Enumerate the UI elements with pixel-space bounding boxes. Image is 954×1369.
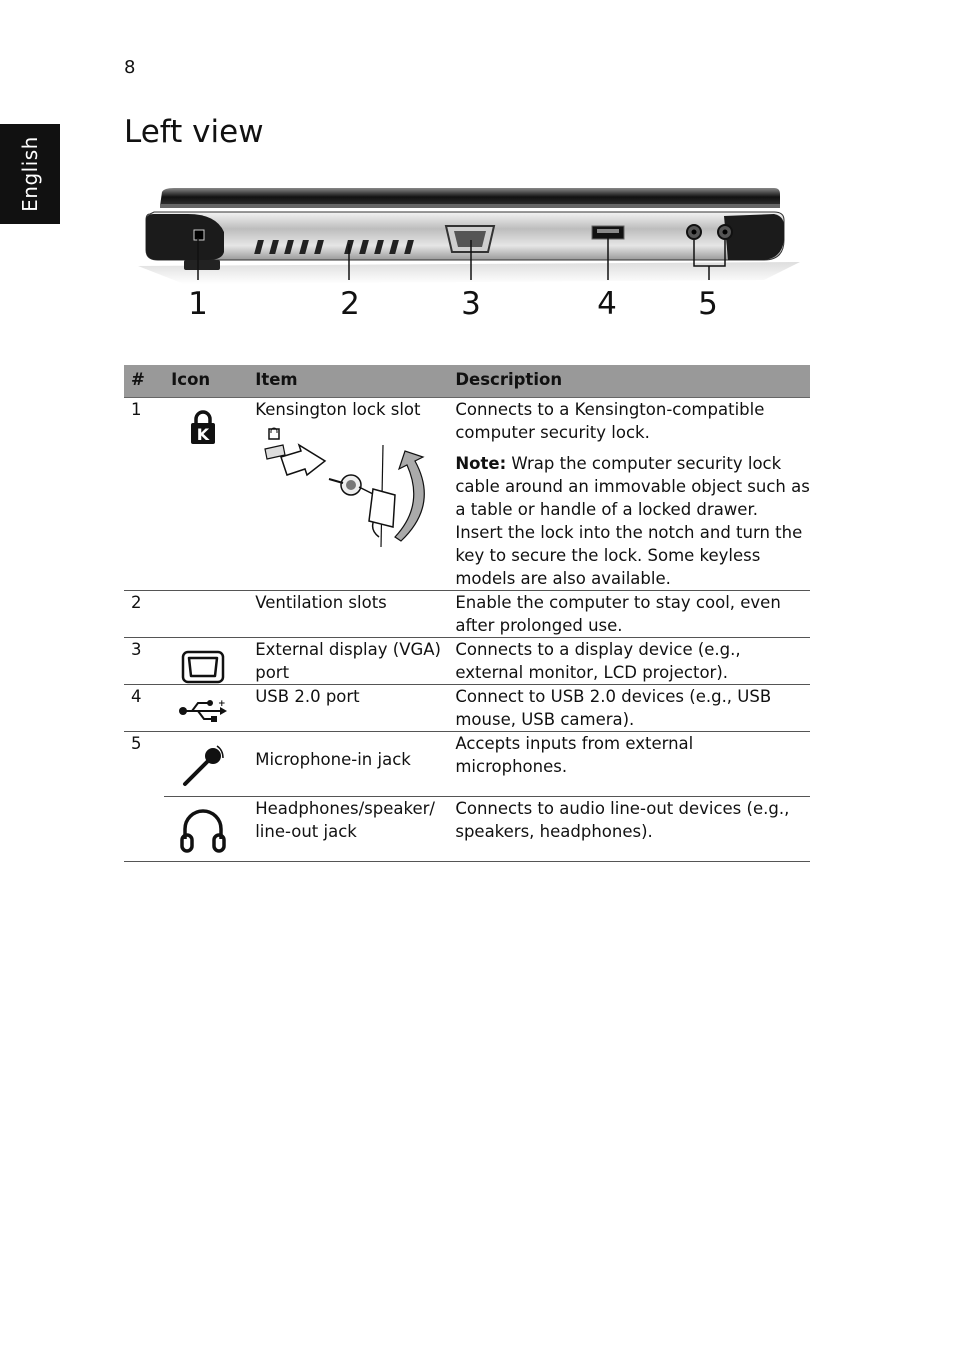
ports-table (124, 365, 810, 862)
usb-icon (178, 697, 228, 725)
row-item: Headphones/speaker/ line-out jack (255, 797, 455, 862)
table-row (124, 638, 810, 685)
header-description: Description (455, 365, 810, 398)
table-row (124, 685, 810, 732)
note-text: Wrap the computer security lock cable around an immovable object such as a table or handle of a locked drawer. Insert the lock into the notch and turn the key to secure the lock. Some keyless models are also available. (455, 454, 810, 588)
row-description: Enable the computer to stay cool, even after prolonged use. (455, 591, 810, 638)
row-description: Connects to audio line-out devices (e.g., speakers, headphones). (455, 797, 810, 862)
table-row (124, 732, 810, 797)
row-description: Connects to a display device (e.g., external monitor, LCD projector). (455, 638, 810, 685)
svg-text:+: + (217, 699, 226, 709)
row-number: 4 (124, 685, 164, 732)
row-icon-cell (164, 732, 255, 797)
row-icon-cell (164, 398, 255, 591)
laptop-side-illustration (124, 180, 810, 330)
header-num: # (124, 365, 164, 398)
row-icon-cell (164, 797, 255, 862)
table-row (124, 591, 810, 638)
row-icon-cell (164, 591, 255, 638)
kensington-lock-icon (188, 410, 218, 446)
callout-2: 2 (340, 286, 360, 322)
header-icon: Icon (164, 365, 255, 398)
row-description-cell (455, 398, 810, 591)
row-description: Connect to USB 2.0 devices (e.g., USB mouse, USB camera). (455, 685, 810, 732)
svg-text:K: K (196, 425, 209, 444)
microphone-icon (181, 744, 225, 788)
row-item: USB 2.0 port (255, 685, 455, 732)
row-note (455, 452, 810, 590)
row-item: External display (VGA) port (255, 638, 455, 685)
row-item: Ventilation slots (255, 591, 455, 638)
row-description: Accepts inputs from external microphones. (455, 732, 810, 797)
language-tab-label: English (18, 136, 42, 212)
row-icon-cell (164, 638, 255, 685)
note-label: Note: (455, 454, 507, 473)
callout-1: 1 (188, 286, 208, 322)
row-item: Kensington lock slot (255, 400, 421, 419)
table-row (124, 398, 810, 591)
row-item: Microphone-in jack (255, 732, 455, 797)
callout-4: 4 (597, 286, 617, 322)
language-tab (0, 124, 60, 224)
laptop-left-view-figure (124, 180, 810, 330)
kensington-lock-illustration (255, 425, 435, 555)
row-icon-cell (164, 685, 255, 732)
callout-5: 5 (698, 286, 718, 322)
vga-port-icon (181, 650, 225, 684)
row-number: 3 (124, 638, 164, 685)
header-item: Item (255, 365, 455, 398)
row-number: 2 (124, 591, 164, 638)
table-row (124, 797, 810, 862)
callout-3: 3 (461, 286, 481, 322)
headphones-icon (180, 805, 226, 853)
row-description: Connects to a Kensington-compatible computer security lock. (455, 400, 765, 442)
table-header-row (124, 365, 810, 398)
row-number: 5 (131, 734, 142, 753)
row-item-cell (255, 398, 455, 591)
row-number: 1 (124, 398, 164, 591)
page-title: Left view (124, 114, 264, 150)
page-number: 8 (124, 57, 136, 78)
